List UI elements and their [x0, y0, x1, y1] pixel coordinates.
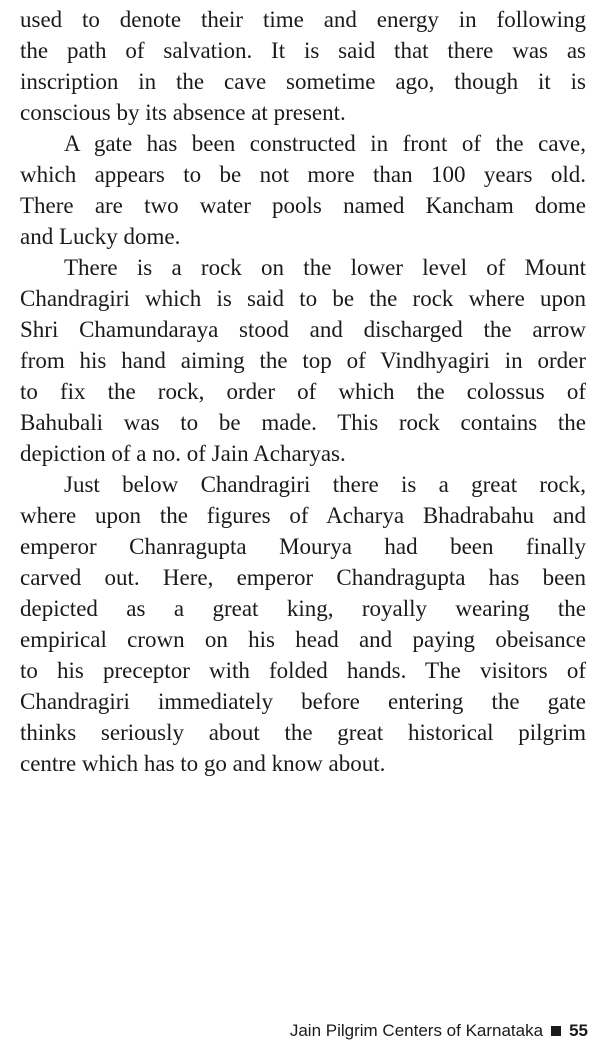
- text-line: Chandragiri which is said to be the rock where upon: [20, 286, 586, 311]
- text-line: Just below Chandragiri there is a great rock,: [64, 472, 586, 497]
- text-line: emperor Chanragupta Mourya had been finally: [20, 534, 586, 559]
- paragraph-1: [20, 4, 586, 128]
- text-line: from his hand aiming the top of Vindhyagiri in order: [20, 348, 586, 373]
- text-line: where upon the figures of Acharya Bhadrabahu and: [20, 503, 586, 528]
- text-line: There are two water pools named Kancham dome: [20, 193, 586, 218]
- text-line: which appears to be not more than 100 years old.: [20, 162, 586, 187]
- text-line: and Lucky dome.: [20, 224, 181, 249]
- text-line: to his preceptor with folded hands. The visitors of: [20, 658, 586, 683]
- paragraph-3: [20, 252, 586, 469]
- running-footer-title: Jain Pilgrim Centers of Karnataka: [289, 1021, 544, 1040]
- page-footer: [290, 1020, 588, 1042]
- text-line: Bahubali was to be made. This rock contains the: [20, 410, 586, 435]
- text-line: Shri Chamundaraya stood and discharged the arrow: [20, 317, 586, 342]
- text-line: There is a rock on the lower level of Mount: [64, 255, 586, 280]
- text-line: conscious by its absence at present.: [20, 100, 346, 125]
- text-line: centre which has to go and know about.: [20, 751, 386, 776]
- text-line: inscription in the cave sometime ago, though it is: [20, 69, 586, 94]
- text-line: empirical crown on his head and paying obeisance: [20, 627, 586, 652]
- text-line: used to denote their time and energy in following: [20, 7, 586, 32]
- body-text: [20, 4, 586, 779]
- text-line: the path of salvation. It is said that there was as: [20, 38, 586, 63]
- text-line: depicted as a great king, royally wearing the: [20, 596, 586, 621]
- text-line: A gate has been constructed in front of the cave,: [64, 131, 586, 156]
- square-bullet-icon: [551, 1026, 561, 1036]
- paragraph-2: [20, 128, 586, 252]
- text-line: to fix the rock, order of which the colossus of: [20, 379, 586, 404]
- text-line: carved out. Here, emperor Chandragupta has been: [20, 565, 586, 590]
- text-line: Chandragiri immediately before entering the gate: [20, 689, 586, 714]
- paragraph-4: [20, 469, 586, 779]
- text-line: depiction of a no. of Jain Acharyas.: [20, 441, 346, 466]
- text-line: thinks seriously about the great historical pilgrim: [20, 720, 586, 745]
- page-number: 55: [569, 1021, 588, 1040]
